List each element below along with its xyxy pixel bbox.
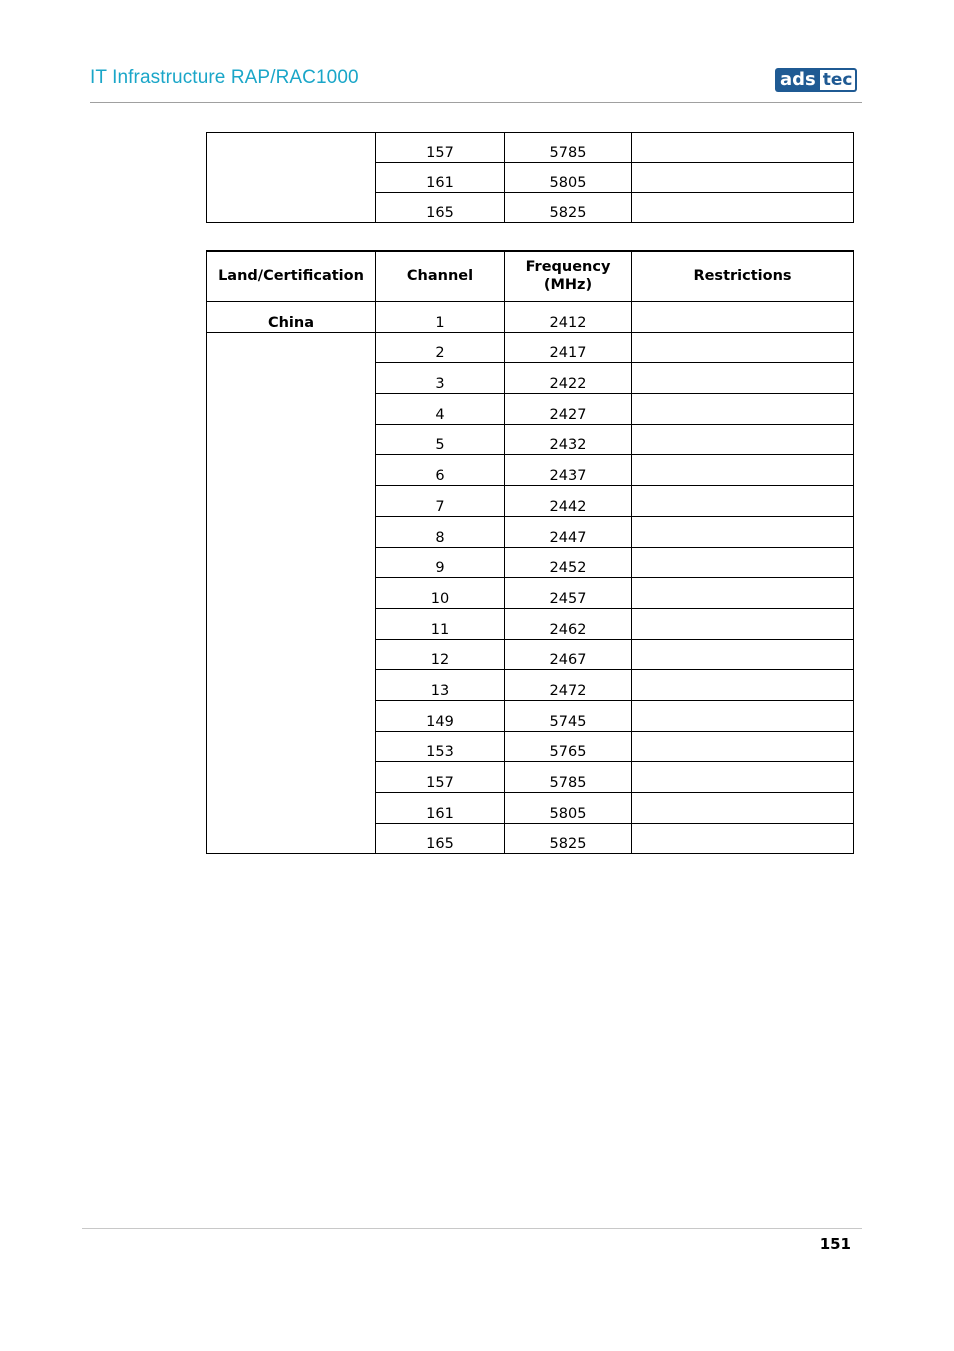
restrictions-cell [632, 793, 854, 824]
frequency-cell: 2437 [505, 455, 632, 486]
channel-cell: 12 [376, 639, 505, 670]
channel-cell: 4 [376, 394, 505, 425]
channel-cell: 7 [376, 486, 505, 517]
frequency-cell: 2422 [505, 363, 632, 394]
frequency-cell: 2412 [505, 302, 632, 333]
frequency-cell: 5745 [505, 700, 632, 731]
frequency-cell: 2472 [505, 670, 632, 701]
frequency-cell: 2467 [505, 639, 632, 670]
page-number: 151 [819, 1235, 851, 1253]
logo-part-tec: tec [820, 68, 858, 92]
header-restrictions: Restrictions [632, 251, 854, 302]
continuation-table-body [207, 133, 854, 223]
restrictions-cell [632, 363, 854, 394]
land-cell-empty [207, 332, 376, 854]
frequency-cell: 5805 [505, 163, 632, 193]
logo-part-ads: ads [775, 68, 820, 92]
channel-cell: 2 [376, 332, 505, 363]
restrictions-cell [632, 608, 854, 639]
frequency-cell: 5825 [505, 823, 632, 854]
channel-cell: 165 [376, 193, 505, 223]
restrictions-cell [632, 163, 854, 193]
table-row [207, 332, 854, 363]
adstec-logo [775, 68, 858, 92]
frequency-cell: 5805 [505, 793, 632, 824]
channel-cell: 13 [376, 670, 505, 701]
document-title: IT Infrastructure RAP/RAC1000 [90, 67, 359, 88]
channel-frequency-table-body [207, 302, 854, 854]
frequency-cell: 2462 [505, 608, 632, 639]
restrictions-cell [632, 578, 854, 609]
channel-cell: 157 [376, 133, 505, 163]
channel-cell: 157 [376, 762, 505, 793]
land-cell [207, 133, 376, 223]
header-frequency [505, 251, 632, 302]
frequency-cell: 2457 [505, 578, 632, 609]
channel-cell: 5 [376, 424, 505, 455]
footer-divider [82, 1228, 862, 1229]
channel-cell: 153 [376, 731, 505, 762]
restrictions-cell [632, 133, 854, 163]
channel-cell: 3 [376, 363, 505, 394]
frequency-cell: 2432 [505, 424, 632, 455]
table-header-row [207, 251, 854, 302]
header-frequency-line1: Frequency [525, 259, 611, 275]
continuation-table [206, 132, 854, 223]
frequency-cell: 5785 [505, 133, 632, 163]
restrictions-cell [632, 762, 854, 793]
frequency-cell: 5825 [505, 193, 632, 223]
restrictions-cell [632, 823, 854, 854]
restrictions-cell [632, 731, 854, 762]
channel-frequency-table [206, 250, 854, 854]
channel-cell: 165 [376, 823, 505, 854]
channel-cell: 161 [376, 163, 505, 193]
header-channel: Channel [376, 251, 505, 302]
restrictions-cell [632, 670, 854, 701]
channel-cell: 10 [376, 578, 505, 609]
restrictions-cell [632, 193, 854, 223]
restrictions-cell [632, 516, 854, 547]
frequency-cell: 2417 [505, 332, 632, 363]
frequency-cell: 2427 [505, 394, 632, 425]
country-cell: China [207, 302, 376, 333]
channel-cell: 8 [376, 516, 505, 547]
restrictions-cell [632, 700, 854, 731]
restrictions-cell [632, 302, 854, 333]
header-land-certification: Land/Certification [207, 251, 376, 302]
restrictions-cell [632, 486, 854, 517]
restrictions-cell [632, 455, 854, 486]
header-divider [90, 102, 862, 103]
channel-cell: 161 [376, 793, 505, 824]
frequency-cell: 2447 [505, 516, 632, 547]
frequency-cell: 2442 [505, 486, 632, 517]
channel-cell: 149 [376, 700, 505, 731]
restrictions-cell [632, 639, 854, 670]
channel-cell: 1 [376, 302, 505, 333]
channel-cell: 9 [376, 547, 505, 578]
channel-cell: 6 [376, 455, 505, 486]
header-frequency-line2: (MHz) [543, 277, 593, 293]
restrictions-cell [632, 424, 854, 455]
restrictions-cell [632, 394, 854, 425]
table-row [207, 302, 854, 333]
restrictions-cell [632, 547, 854, 578]
frequency-cell: 2452 [505, 547, 632, 578]
restrictions-cell [632, 332, 854, 363]
frequency-cell: 5765 [505, 731, 632, 762]
channel-cell: 11 [376, 608, 505, 639]
table-row [207, 133, 854, 163]
frequency-cell: 5785 [505, 762, 632, 793]
